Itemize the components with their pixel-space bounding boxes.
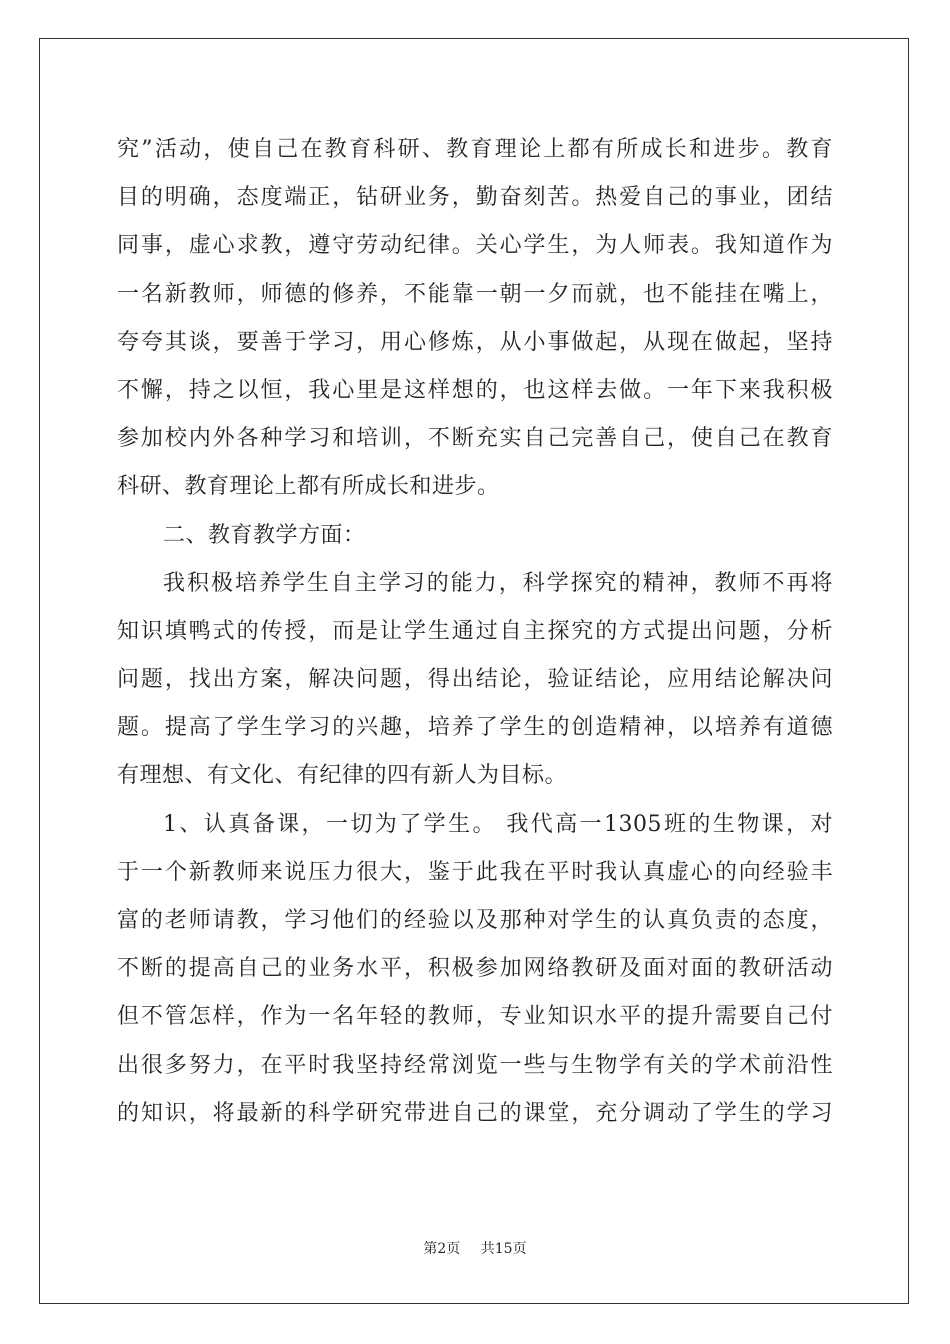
text-line: 我积极培养学生自主学习的能力，科学探究的精神，教师不再将 bbox=[163, 570, 833, 596]
text-line: 1、认真备课，一切为了学生。 我代高一1305班的生物课，对 bbox=[163, 811, 833, 837]
text-line: 但不管怎样，作为一名年轻的教师，专业知识水平的提升需要自己付 bbox=[117, 1004, 833, 1030]
text-line: 于一个新教师来说压力很大，鉴于此我在平时我认真虚心的向经验丰 bbox=[117, 859, 833, 885]
text-line: 同事，虚心求教，遵守劳动纪律。关心学生，为人师表。我知道作为 bbox=[117, 233, 833, 259]
page-number: 第2页 bbox=[423, 1241, 461, 1257]
text-line: 目的明确，态度端正，钻研业务，勤奋刻苦。热爱自己的事业，团结 bbox=[117, 185, 833, 211]
text-line: 富的老师请教，学习他们的经验以及那种对学生的认真负责的态度， bbox=[117, 908, 833, 933]
text-line: 题。提高了学生学习的兴趣，培养了学生的创造精神，以培养有道德 bbox=[117, 715, 833, 741]
text-line: 参加校内外各种学习和培训，不断充实自己完善自己，使自己在教育 bbox=[117, 426, 833, 452]
section-heading: 二、教育教学方面： bbox=[163, 522, 366, 548]
page-total: 共15页 bbox=[480, 1241, 527, 1257]
text-line: 问题，找出方案，解决问题，得出结论，验证结论，应用结论解决问 bbox=[117, 667, 833, 693]
text-line: 有理想、有文化、有纪律的四有新人为目标。 bbox=[117, 763, 568, 789]
text-line: 夸夸其谈，要善于学习，用心修炼，从小事做起，从现在做起，坚持 bbox=[117, 329, 833, 355]
document-body bbox=[117, 126, 833, 1138]
text-line: 科研、教育理论上都有所成长和进步。 bbox=[117, 474, 500, 500]
text-line: 不断的提高自己的业务水平，积极参加网络教研及面对面的教研活动 bbox=[117, 956, 833, 982]
page-footer bbox=[0, 1238, 950, 1258]
text-line: 知识填鸭式的传授，而是让学生通过自主探究的方式提出问题，分析 bbox=[117, 618, 833, 644]
text-line: 究”活动，使自己在教育科研、教育理论上都有所成长和进步。教育 bbox=[117, 137, 833, 162]
text-line: 一名新教师，师德的修养，不能靠一朝一夕而就，也不能挂在嘴上， bbox=[117, 281, 833, 307]
text-line: 出很多努力，在平时我坚持经常浏览一些与生物学有关的学术前沿性 bbox=[117, 1052, 833, 1078]
text-line: 不懈，持之以恒，我心里是这样想的，也这样去做。一年下来我积极 bbox=[117, 377, 833, 403]
text-line: 的知识，将最新的科学研究带进自己的课堂，充分调动了学生的学习 bbox=[117, 1100, 833, 1126]
